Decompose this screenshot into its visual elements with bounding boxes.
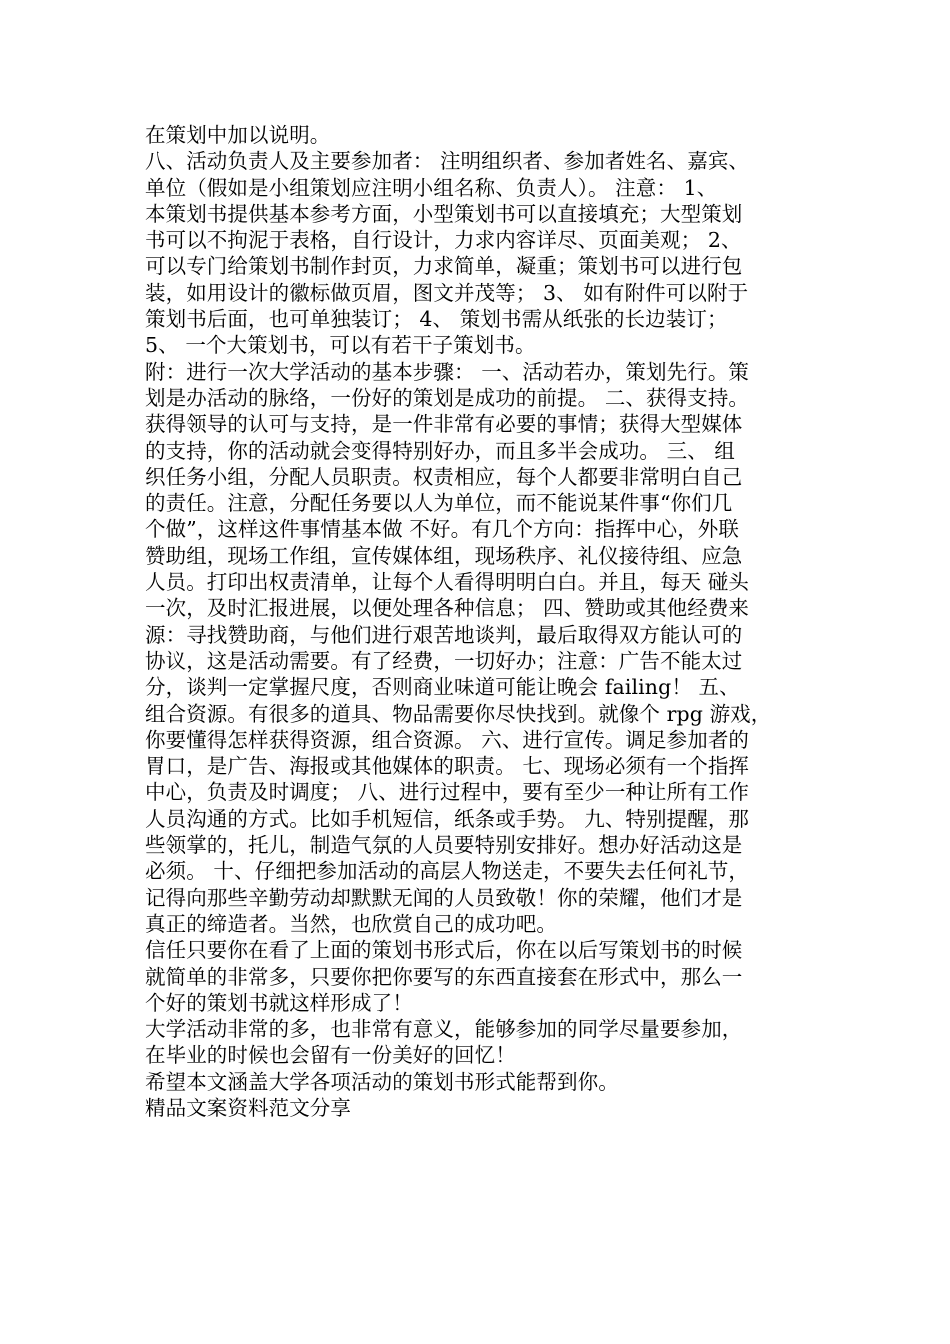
text-line: 单位（假如是小组策划应注明小组名称、负责人）。 注意： 1、 (145, 175, 718, 200)
text-line: 个做”，这样这件事情基本做 不好。有几个方向：指挥中心，外联 (145, 517, 739, 542)
text-line: 记得向那些辛勤劳动却默默无闻的人员致敬！你的荣耀，他们才是 (145, 885, 743, 910)
document-body (145, 122, 815, 1121)
text-line: 人员。打印出权责清单，让每个人看得明明白白。并且，每天 碰头 (145, 570, 750, 595)
text-line: 信任只要你在看了上面的策划书形式后，你在以后写策划书的时候 (145, 938, 743, 963)
text-line: 个好的策划书就这样形成了！ (145, 990, 413, 1015)
text-line: 真正的缔造者。当然，也欣赏自己的成功吧。 (145, 911, 557, 936)
text-line: 一次，及时汇报进展，以便处理各种信息； 四、赞助或其他经费来 (145, 596, 750, 621)
text-line: 分，谈判一定掌握尺度，否则商业味道可能让晚会 failing！ 五、 (145, 675, 740, 700)
text-line: 赞助组，现场工作组，宣传媒体组，现场秩序、礼仪接待组、应急 (145, 543, 743, 568)
text-line: 附：进行一次大学活动的基本步骤： 一、活动若办，策划先行。策 (145, 359, 750, 384)
text-line: 必须。 十、仔细把参加活动的高层人物送走，不要失去任何礼节， (145, 859, 750, 884)
text-line: 些领掌的，托儿，制造气氛的人员要特别安排好。想办好活动这是 (145, 833, 743, 858)
text-line: 5、 一个大策划书，可以有若干子策划书。 (145, 333, 536, 358)
text-line: 本策划书提供基本参考方面，小型策划书可以直接填充；大型策划 (145, 201, 743, 226)
text-line: 协议，这是活动需要。有了经费，一切好办；注意：广告不能太过 (145, 648, 743, 673)
text-line: 就简单的非常多，只要你把你要写的东西直接套在形式中，那么一 (145, 964, 743, 989)
text-line: 胃口，是广告、海报或其他媒体的职责。 七、现场必须有一个指挥 (145, 754, 750, 779)
text-line: 划是办活动的脉络，一份好的策划是成功的前提。 二、获得支持。 (145, 385, 750, 410)
text-line: 获得领导的认可与支持，是一件非常有必要的事情；获得大型媒体 (145, 412, 743, 437)
text-line: 中心，负责及时调度； 八、进行过程中，要有至少一种让所有工作 (145, 780, 750, 805)
text-line: 组合资源。有很多的道具、物品需要你尽快找到。就像个 rpg 游戏， (145, 701, 772, 726)
footer-text: 精品文案资料范文分享 (145, 1095, 351, 1120)
text-line: 源：寻找赞助商，与他们进行艰苦地谈判，最后取得双方能认可的 (145, 622, 743, 647)
text-line: 的责任。注意，分配任务要以人为单位，而不能说某件事“你们几 (145, 491, 733, 516)
text-line: 在策划中加以说明。 (145, 123, 331, 147)
text-line: 人员沟通的方式。比如手机短信，纸条或手势。 九、特别提醒，那 (145, 806, 750, 831)
text-line: 策划书后面，也可单独装订； 4、 策划书需从纸张的长边装订； (145, 307, 728, 332)
text-line: 希望本文涵盖大学各项活动的策划书形式能帮到你。 (145, 1069, 619, 1094)
text-line: 大学活动非常的多，也非常有意义，能够参加的同学尽量要参加， (145, 1017, 743, 1042)
text-line: 书可以不拘泥于表格，自行设计，力求内容详尽、页面美观； 2、 (145, 228, 742, 253)
text-line: 可以专门给策划书制作封页，力求简单，凝重；策划书可以进行包 (145, 254, 743, 279)
text-line: 织任务小组，分配人员职责。权责相应，每个人都要非常明白自己 (145, 464, 743, 489)
text-line: 八、活动负责人及主要参加者： 注明组织者、参加者姓名、嘉宾、 (145, 149, 750, 174)
text-line: 装，如用设计的徽标做页眉，图文并茂等； 3、 如有附件可以附于 (145, 280, 749, 305)
text-line: 你要懂得怎样获得资源，组合资源。 六、进行宣传。调足参加者的 (145, 727, 750, 752)
text-line: 的支持，你的活动就会变得特别好办，而且多半会成功。 三、 组 (145, 438, 736, 463)
text-line: 在毕业的时候也会留有一份美好的回忆！ (145, 1043, 516, 1068)
